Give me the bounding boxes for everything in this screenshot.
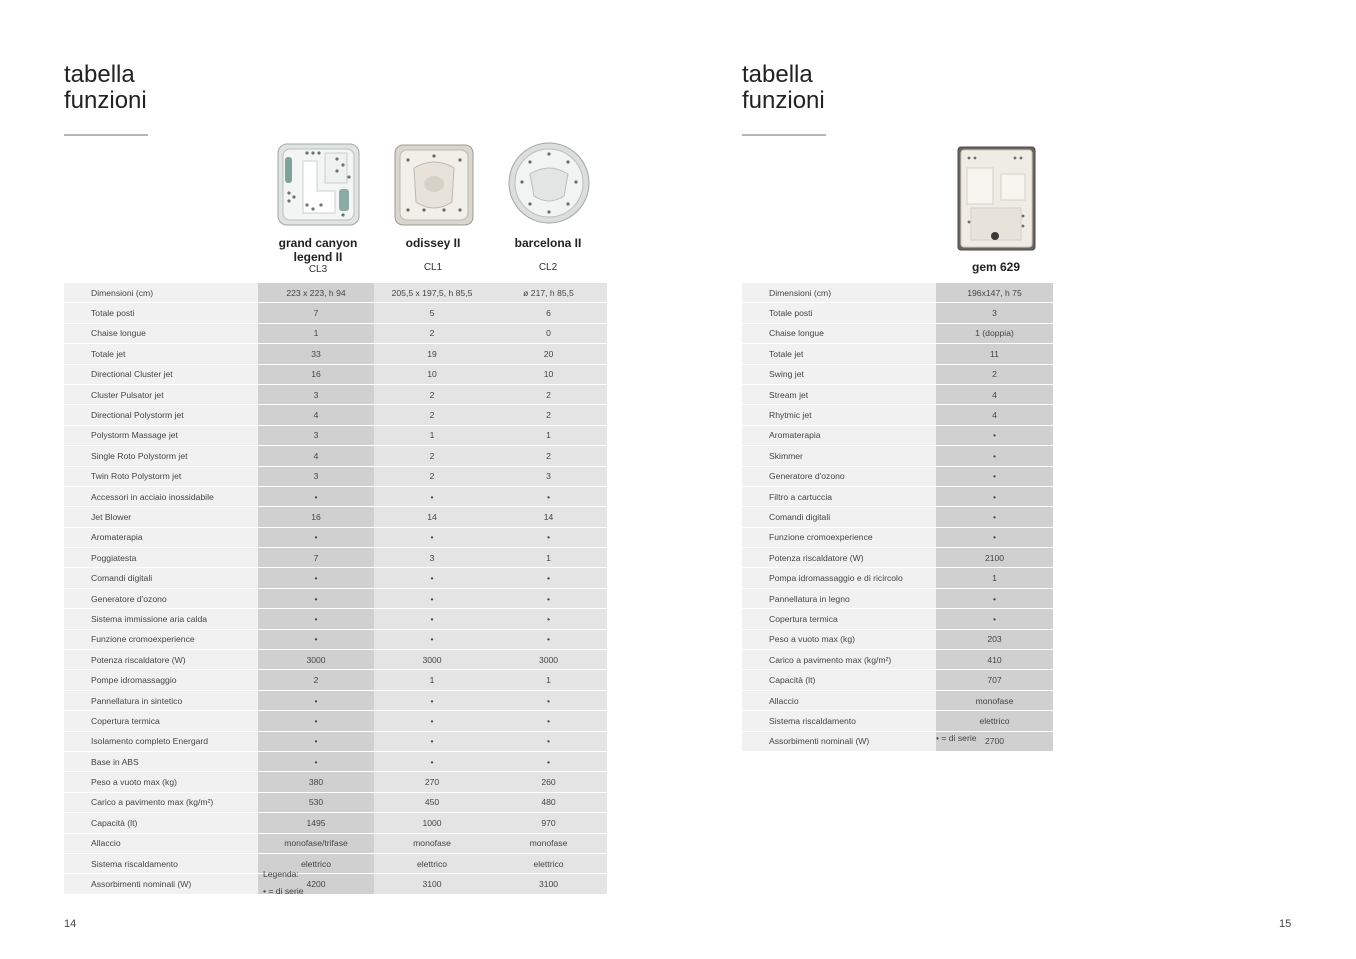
table-row	[742, 364, 1053, 384]
row-label: Copertura termica	[742, 609, 936, 629]
row-value: elettrico	[490, 853, 607, 873]
row-value: •	[258, 588, 374, 608]
row-label: Generatore d'ozono	[742, 466, 936, 486]
row-value: •	[258, 711, 374, 731]
left-legend-text: • = di serie	[263, 886, 304, 896]
table-row	[64, 751, 607, 771]
row-value: 10	[374, 364, 490, 384]
product-code-cl1: CL1	[423, 262, 443, 273]
row-label: Jet Blower	[64, 507, 258, 527]
row-value: 2	[490, 384, 607, 404]
row-value: 450	[374, 792, 490, 812]
right-page-title	[742, 62, 825, 114]
table-row	[64, 527, 607, 547]
row-value: 1495	[258, 813, 374, 833]
row-label: Funzione cromoexperience	[742, 527, 936, 547]
row-value: •	[936, 466, 1053, 486]
row-value: •	[936, 507, 1053, 527]
table-row	[742, 731, 1053, 751]
row-value: 20	[490, 344, 607, 364]
table-row	[64, 384, 607, 404]
row-label: Dimensioni (cm)	[742, 283, 936, 303]
row-label: Carico a pavimento max (kg/m²)	[64, 792, 258, 812]
row-value: monofase	[936, 690, 1053, 710]
table-row	[742, 323, 1053, 343]
row-value: •	[490, 751, 607, 771]
row-value: •	[936, 588, 1053, 608]
row-value: •	[374, 588, 490, 608]
row-value: •	[258, 731, 374, 751]
row-value: 5	[374, 303, 490, 323]
product-code-cl2: CL2	[538, 262, 558, 273]
row-label: Rhytmic jet	[742, 405, 936, 425]
row-value: 707	[936, 670, 1053, 690]
table-row	[742, 609, 1053, 629]
barcelona-tub-image	[508, 142, 590, 224]
row-label: Comandi digitali	[742, 507, 936, 527]
table-row	[742, 670, 1053, 690]
row-value: •	[374, 609, 490, 629]
table-row	[64, 650, 607, 670]
row-value: 7	[258, 548, 374, 568]
row-label: Skimmer	[742, 446, 936, 466]
row-value: 7	[258, 303, 374, 323]
row-label: Accessori in acciaio inossidabile	[64, 486, 258, 506]
row-value: 3	[258, 466, 374, 486]
row-value: •	[374, 731, 490, 751]
row-value: •	[936, 609, 1053, 629]
row-value: •	[374, 568, 490, 588]
row-value: elettrico	[936, 711, 1053, 731]
right-legend-text: • = di serie	[936, 733, 977, 743]
row-value: 270	[374, 772, 490, 792]
row-label: Sistema riscaldamento	[64, 853, 258, 873]
table-row	[742, 507, 1053, 527]
odissey-tub-image	[394, 144, 474, 226]
row-value: 3000	[490, 650, 607, 670]
row-label: Copertura termica	[64, 711, 258, 731]
table-row	[742, 384, 1053, 404]
row-value: 16	[258, 507, 374, 527]
row-value: 2	[374, 323, 490, 343]
left-page-title	[64, 62, 147, 114]
left-title-divider	[64, 134, 148, 136]
table-row	[742, 548, 1053, 568]
table-row	[64, 833, 607, 853]
page-number-left: 14	[64, 918, 77, 930]
table-row	[64, 466, 607, 486]
row-value: 3100	[374, 874, 490, 894]
table-row	[64, 446, 607, 466]
row-value: 223 x 223, h 94	[258, 283, 374, 303]
row-value: 3000	[374, 650, 490, 670]
table-row	[64, 364, 607, 384]
row-value: 970	[490, 813, 607, 833]
product-code-cl3: CL3	[308, 264, 328, 275]
row-label: Generatore d'ozono	[64, 588, 258, 608]
row-label: Single Roto Polystorm jet	[64, 446, 258, 466]
row-value: •	[258, 629, 374, 649]
row-value: •	[374, 690, 490, 710]
row-value: •	[258, 690, 374, 710]
table-row	[64, 344, 607, 364]
row-value: 1	[374, 425, 490, 445]
row-value: 410	[936, 650, 1053, 670]
table-row	[64, 731, 607, 751]
table-row	[64, 609, 607, 629]
row-label: Directional Polystorm jet	[64, 405, 258, 425]
table-row	[742, 486, 1053, 506]
row-label: Totale jet	[742, 344, 936, 364]
row-label: Stream jet	[742, 384, 936, 404]
row-label: Totale jet	[64, 344, 258, 364]
row-value: •	[258, 568, 374, 588]
row-value: 14	[374, 507, 490, 527]
row-label: Isolamento completo Energard	[64, 731, 258, 751]
row-value: •	[490, 711, 607, 731]
table-row	[64, 323, 607, 343]
table-row	[64, 772, 607, 792]
gem-629-tub-image	[957, 146, 1036, 251]
product-name-line1: odissey II	[405, 236, 461, 250]
row-label: Aromaterapia	[742, 425, 936, 445]
table-row	[64, 548, 607, 568]
row-label: Allaccio	[64, 833, 258, 853]
right-title-line2: funzioni	[742, 87, 825, 114]
row-value: •	[258, 751, 374, 771]
row-value: 4	[936, 384, 1053, 404]
table-row	[64, 813, 607, 833]
row-value: •	[936, 425, 1053, 445]
product-name-line1: barcelona II	[514, 236, 582, 250]
row-value: •	[258, 486, 374, 506]
row-label: Capacità (lt)	[742, 670, 936, 690]
table-row	[64, 507, 607, 527]
row-value: 2	[374, 405, 490, 425]
table-row	[64, 588, 607, 608]
row-value: •	[490, 588, 607, 608]
product-name-line1: gem 629	[971, 260, 1021, 274]
table-row	[742, 629, 1053, 649]
row-value: 2100	[936, 548, 1053, 568]
row-label: Potenza riscaldatore (W)	[742, 548, 936, 568]
row-label: Totale posti	[64, 303, 258, 323]
row-value: 380	[258, 772, 374, 792]
row-value: 1	[490, 548, 607, 568]
row-label: Potenza riscaldatore (W)	[64, 650, 258, 670]
row-value: 2	[374, 466, 490, 486]
row-value: 2	[490, 405, 607, 425]
row-value: •	[490, 568, 607, 588]
right-title-divider	[742, 134, 826, 136]
row-value: •	[374, 486, 490, 506]
row-value: •	[936, 527, 1053, 547]
row-value: •	[490, 731, 607, 751]
row-value: 6	[490, 303, 607, 323]
row-value: monofase/trifase	[258, 833, 374, 853]
row-value: monofase	[374, 833, 490, 853]
row-value: 1	[490, 670, 607, 690]
row-value: elettrico	[258, 853, 374, 873]
row-label: Sistema riscaldamento	[742, 711, 936, 731]
row-label: Funzione cromoexperience	[64, 629, 258, 649]
table-row	[742, 568, 1053, 588]
row-value: 16	[258, 364, 374, 384]
table-row	[742, 711, 1053, 731]
row-label: Totale posti	[742, 303, 936, 323]
table-row	[64, 792, 607, 812]
row-value: •	[374, 711, 490, 731]
table-row	[742, 405, 1053, 425]
table-row	[64, 853, 607, 873]
row-label: Pompe idromassaggio	[64, 670, 258, 690]
row-value: 19	[374, 344, 490, 364]
row-label: Swing jet	[742, 364, 936, 384]
row-label: Sistema immissione aria calda	[64, 609, 258, 629]
row-value: •	[258, 609, 374, 629]
row-value: 1	[258, 323, 374, 343]
row-value: 2	[374, 384, 490, 404]
row-value: 11	[936, 344, 1053, 364]
row-value: 260	[490, 772, 607, 792]
row-label: Chaise longue	[64, 323, 258, 343]
table-row	[64, 425, 607, 445]
row-value: •	[936, 446, 1053, 466]
row-value: •	[374, 629, 490, 649]
table-row	[742, 283, 1053, 303]
row-value: 1 (doppia)	[936, 323, 1053, 343]
left-spec-table	[64, 283, 607, 895]
page-number-right: 15	[1279, 918, 1292, 930]
row-value: 203	[936, 629, 1053, 649]
row-value: 3	[258, 425, 374, 445]
row-value: 205,5 x 197,5, h 85,5	[374, 283, 490, 303]
row-label: Capacità (lt)	[64, 813, 258, 833]
row-value: •	[374, 751, 490, 771]
table-row	[742, 446, 1053, 466]
row-label: Allaccio	[742, 690, 936, 710]
row-value: 1	[490, 425, 607, 445]
product-name-gem-629	[938, 260, 1054, 274]
row-value: 1	[936, 568, 1053, 588]
row-label: Poggiatesta	[64, 548, 258, 568]
row-value: 10	[490, 364, 607, 384]
table-row	[742, 527, 1053, 547]
row-value: 2700	[936, 731, 1053, 751]
table-row	[64, 711, 607, 731]
product-name-line2: legend II	[293, 250, 343, 264]
table-row	[742, 344, 1053, 364]
row-value: •	[490, 690, 607, 710]
left-title-line1: tabella	[64, 61, 135, 88]
product-name-barcelona	[490, 236, 606, 250]
row-value: 0	[490, 323, 607, 343]
row-value: elettrico	[374, 853, 490, 873]
row-value: 3	[490, 466, 607, 486]
row-label: Assorbimenti nominali (W)	[64, 874, 258, 894]
row-label: Dimensioni (cm)	[64, 283, 258, 303]
row-value: •	[490, 527, 607, 547]
table-row	[742, 650, 1053, 670]
row-label: Pompa idromassaggio e di ricircolo	[742, 568, 936, 588]
row-value: 4	[258, 405, 374, 425]
row-value: 3	[936, 303, 1053, 323]
row-label: Comandi digitali	[64, 568, 258, 588]
row-label: Carico a pavimento max (kg/m²)	[742, 650, 936, 670]
row-value: ø 217, h 85,5	[490, 283, 607, 303]
row-label: Polystorm Massage jet	[64, 425, 258, 445]
table-row	[742, 690, 1053, 710]
row-label: Twin Roto Polystorm jet	[64, 466, 258, 486]
row-label: Pannellatura in legno	[742, 588, 936, 608]
row-label: Chaise longue	[742, 323, 936, 343]
right-spec-table	[742, 283, 1053, 752]
table-row	[64, 568, 607, 588]
row-value: monofase	[490, 833, 607, 853]
row-label: Aromaterapia	[64, 527, 258, 547]
row-value: •	[258, 527, 374, 547]
row-value: •	[490, 609, 607, 629]
row-value: •	[490, 629, 607, 649]
product-name-grand-canyon	[260, 236, 376, 264]
left-legend-title: Legenda:	[263, 869, 299, 879]
table-row	[742, 425, 1053, 445]
row-value: 14	[490, 507, 607, 527]
row-label: Peso a vuoto max (kg)	[64, 772, 258, 792]
row-label: Assorbimenti nominali (W)	[742, 731, 936, 751]
row-label: Base in ABS	[64, 751, 258, 771]
row-value: 196x147, h 75	[936, 283, 1053, 303]
row-value: 1	[374, 670, 490, 690]
row-label: Peso a vuoto max (kg)	[742, 629, 936, 649]
table-row	[64, 670, 607, 690]
row-label: Filtro a cartuccia	[742, 486, 936, 506]
table-row	[64, 486, 607, 506]
table-row	[64, 283, 607, 303]
row-value: 2	[490, 446, 607, 466]
row-value: 2	[258, 670, 374, 690]
table-row	[64, 874, 607, 894]
row-value: 3	[374, 548, 490, 568]
table-row	[742, 466, 1053, 486]
table-row	[64, 303, 607, 323]
product-name-odissey	[375, 236, 491, 250]
row-value: •	[490, 486, 607, 506]
right-title-line1: tabella	[742, 61, 813, 88]
row-label: Directional Cluster jet	[64, 364, 258, 384]
row-value: •	[374, 527, 490, 547]
table-row	[742, 303, 1053, 323]
grand-canyon-tub-image	[277, 143, 360, 226]
table-row	[64, 690, 607, 710]
left-title-line2: funzioni	[64, 87, 147, 114]
row-value: 1000	[374, 813, 490, 833]
table-row	[64, 629, 607, 649]
row-value: 4	[258, 446, 374, 466]
row-value: 530	[258, 792, 374, 812]
row-label: Pannellatura in sintetico	[64, 690, 258, 710]
row-value: 4200	[258, 874, 374, 894]
row-value: 3000	[258, 650, 374, 670]
row-value: 33	[258, 344, 374, 364]
row-value: 3	[258, 384, 374, 404]
row-label: Cluster Pulsator jet	[64, 384, 258, 404]
row-value: 480	[490, 792, 607, 812]
row-value: 2	[374, 446, 490, 466]
table-row	[742, 588, 1053, 608]
row-value: 4	[936, 405, 1053, 425]
product-name-line1: grand canyon	[278, 236, 358, 250]
row-value: 3100	[490, 874, 607, 894]
row-value: •	[936, 486, 1053, 506]
row-value: 2	[936, 364, 1053, 384]
table-row	[64, 405, 607, 425]
